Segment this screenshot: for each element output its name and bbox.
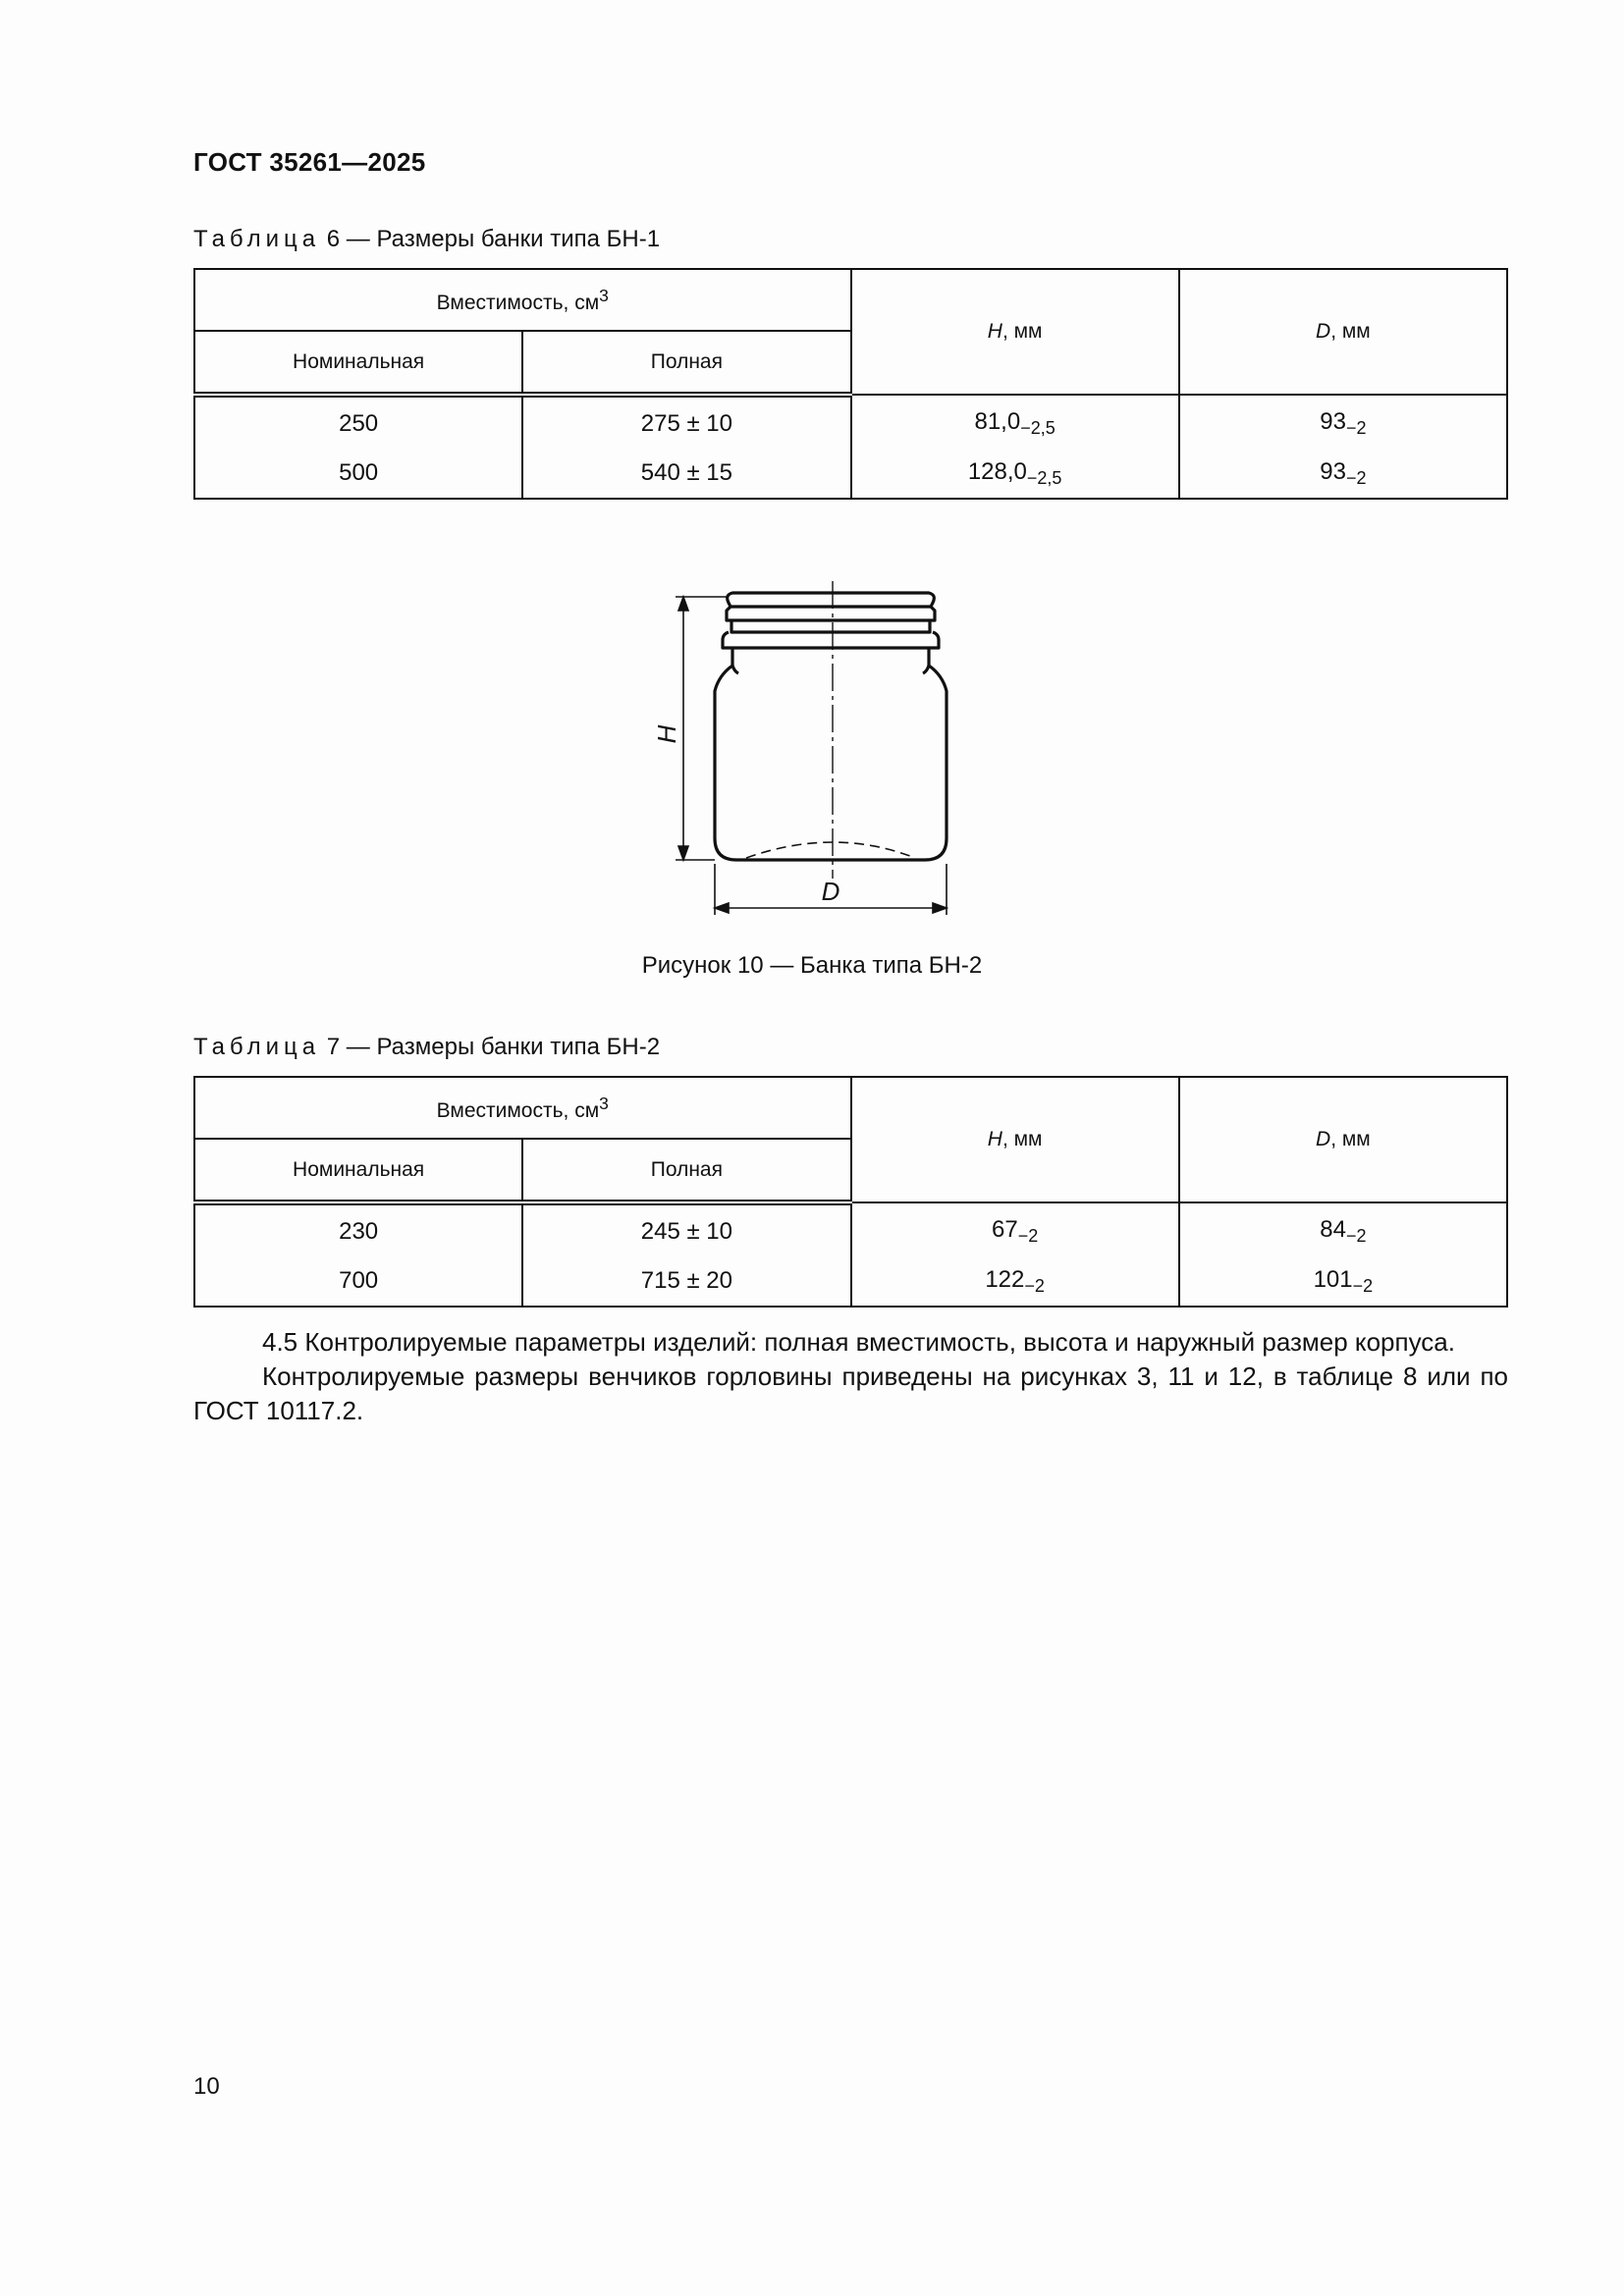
table-cell-nominal: 700: [194, 1256, 522, 1307]
dim-h-label: H: [652, 724, 681, 744]
table-6-header-h: H, мм: [851, 269, 1179, 395]
jar-bottom-dashed: [746, 842, 915, 858]
jar-ring-3: [723, 632, 939, 648]
table-6-header-nominal: Номинальная: [194, 331, 522, 395]
table-cell-full: 245 ± 10: [522, 1202, 850, 1256]
table-cell-d: $93_{-2}$: [1179, 395, 1507, 449]
table-cell-d: $84_{-2}$: [1179, 1202, 1507, 1256]
table-7-header-nominal: Номинальная: [194, 1139, 522, 1202]
table-cell-h: $67_{-2}$: [851, 1202, 1179, 1256]
table-row: [194, 1256, 1507, 1307]
table-cell-full: 540 ± 15: [522, 449, 850, 499]
table-7-caption-text: 7 — Размеры банки типа БН-2: [326, 1034, 661, 1060]
table-cell-d: $101_{-2}$: [1179, 1256, 1507, 1307]
table-cell-full: 715 ± 20: [522, 1256, 850, 1307]
dim-d-label: D: [821, 877, 840, 906]
jar-ring-2: [731, 620, 930, 632]
figure-10: [638, 569, 1051, 923]
table-7-caption-word: Таблица: [193, 1034, 321, 1060]
table-6-header-full: Полная: [522, 331, 850, 395]
table-cell-nominal: 230: [194, 1202, 522, 1256]
table-cell-h: $122_{-2}$: [851, 1256, 1179, 1307]
paragraph-4-5: 4.5 Контролируемые параметры изделий: полная вместимость, высота и наружный размер корпуса.: [262, 1327, 1455, 1357]
figure-10-caption: Рисунок 10 — Банка типа БН-2: [641, 952, 983, 979]
table-cell-d: $93_{-2}$: [1179, 449, 1507, 499]
page-header: ГОСТ 35261—2025: [193, 147, 426, 177]
jar-shoulder-right: [923, 666, 929, 673]
table-cell-h: $81,0_{-2,5}$: [851, 395, 1179, 449]
table-cell-nominal: 500: [194, 449, 522, 499]
table-7-header-d: D, мм: [1179, 1077, 1507, 1202]
table-row: [194, 449, 1507, 499]
table-cell-full: 275 ± 10: [522, 395, 850, 449]
table-7: [193, 1076, 1508, 1308]
paragraph-4-5-cont: Контролируемые размеры венчиков горловины приведены на рисунках 3, 11 и 12, в таблице 8 или по ГОСТ 10117.2.: [193, 1362, 1508, 1425]
table-6-caption: [193, 226, 660, 253]
table-6-header-capacity: Вместимость, $см^3$: [194, 269, 851, 331]
jar-body: [715, 648, 947, 860]
jar-finish: [728, 593, 935, 607]
table-7-header-full: Полная: [522, 1139, 850, 1202]
table-6: [193, 268, 1508, 500]
table-cell-h: $128,0_{-2,5}$: [851, 449, 1179, 499]
table-7-header-capacity: Вместимость, $см^3$: [194, 1077, 851, 1139]
body-text: [193, 1325, 1508, 1428]
table-6-header-d: D, мм: [1179, 269, 1507, 395]
table-6-caption-word: Таблица: [193, 226, 321, 252]
table-row: [194, 395, 1507, 449]
page-number: 10: [193, 2073, 220, 2100]
table-6-caption-text: 6 — Размеры банки типа БН-1: [326, 226, 661, 252]
jar-shoulder-left: [732, 666, 738, 673]
table-row: [194, 1202, 1507, 1256]
table-7-header-h: H, мм: [851, 1077, 1179, 1202]
table-cell-nominal: 250: [194, 395, 522, 449]
table-7-caption: [193, 1034, 660, 1061]
jar-ring-1: [727, 607, 935, 620]
jar-drawing: [638, 569, 1051, 923]
